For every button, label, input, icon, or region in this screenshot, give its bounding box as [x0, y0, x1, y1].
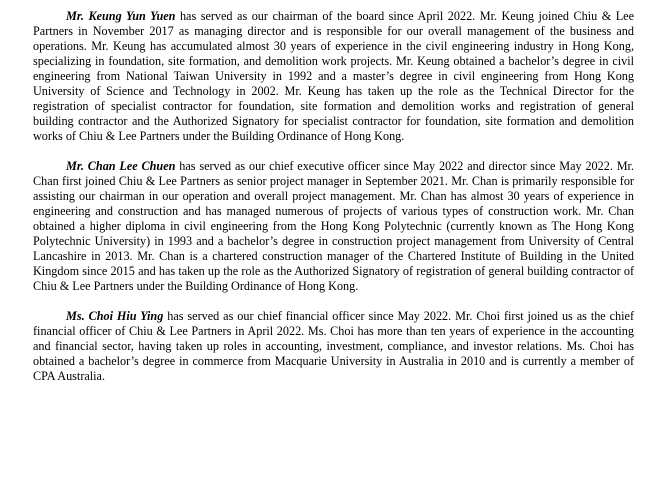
bio-paragraph-keung [33, 9, 634, 144]
bio-name-chan: Mr. Chan Lee Chuen [66, 159, 176, 173]
bio-text-choi: has served as our chief financial officer since May 2022. Mr. Choi first joined us as the chief financial officer of Chiu & Lee Partners in April 2022. Ms. Choi has more than ten years of experience in the accounting and financial sector, having taken up roles in accounting, investment, compliance, and investor relations. Ms. Choi has obtained a bachelor’s degree in commerce from Macquarie University in Australia in 2010 and is currently a member of CPA Australia. [33, 309, 634, 383]
bio-paragraph-chan [33, 159, 634, 294]
bio-text-chan: has served as our chief executive officer since May 2022 and director since May 2022. Mr. Chan first joined Chiu & Lee Partners as senior project manager in September 2021. Mr. Chan is primarily responsible for assisting our chairman in our operation and overall project management. Mr. Chan has almost 30 years of experience in engineering and construction and has managed numerous of projects of various types of construction work. Mr. Chan obtained a higher diploma in civil engineering from the Hong Kong Polytechnic (currently known as The Hong Kong Polytechnic University) in 1993 and a bachelor’s degree in construction project management from University of Central Lancashire in 2013. Mr. Chan is a chartered construction manager of the Chartered Institute of Building in the United Kingdom since 2015 and has taken up the role as the Authorized Signatory of registration of general building contractor of Chiu & Lee Partners under the Building Ordinance of Hong Kong. [33, 159, 634, 293]
bio-text-keung: has served as our chairman of the board since April 2022. Mr. Keung joined Chiu & Lee Partners in November 2017 as managing director and is responsible for our overall management of the business and operations. Mr. Keung has accumulated almost 30 years of experience in the civil engineering industry in Hong Kong, specializing in foundation, site formation, and demolition work projects. Mr. Keung obtained a bachelor’s degree in civil engineering from National Taiwan University in 1992 and a master’s degree in civil engineering from Hong Kong University of Science and Technology in 2002. Mr. Keung has taken up the role as the Technical Director for the registration of specialist contractor for foundation, site formation and demolition works and registration of general building contractor and the Authorized Signatory for specialist contractor for foundation, site formation and demolition works of Chiu & Lee Partners under the Building Ordinance of Hong Kong. [33, 9, 634, 143]
bio-name-choi: Ms. Choi Hiu Ying [66, 309, 164, 323]
bio-paragraph-choi [33, 309, 634, 384]
bio-name-keung: Mr. Keung Yun Yuen [66, 9, 176, 23]
document-page [33, 9, 634, 399]
